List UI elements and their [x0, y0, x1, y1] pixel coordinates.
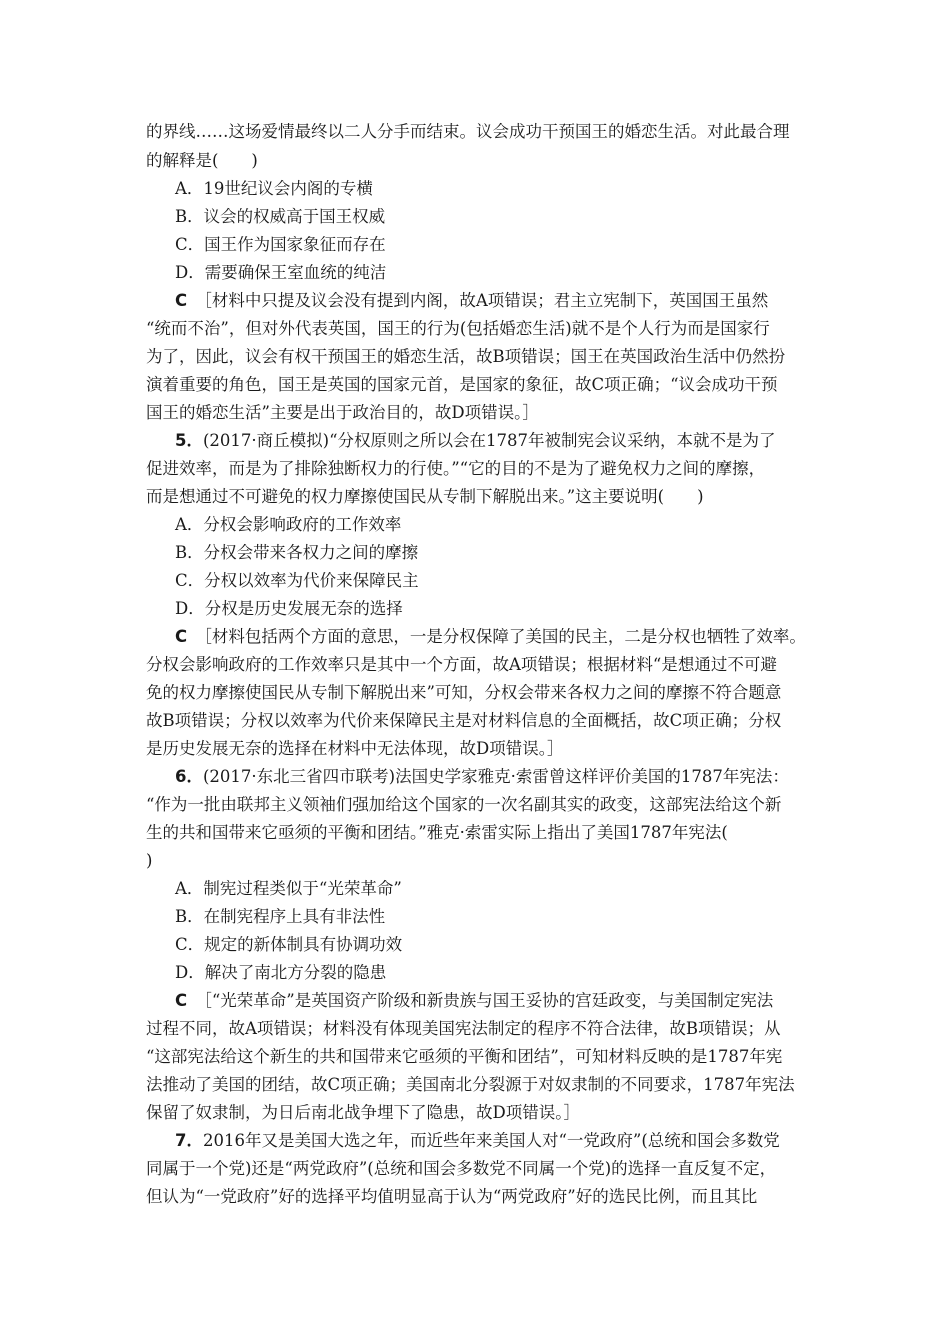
- q5-answer: C: [175, 627, 188, 646]
- q4-option-b: B．议会的权威高于国王权威: [175, 207, 386, 226]
- q5-option-d: D．分权是历史发展无奈的选择: [175, 599, 403, 618]
- q5-analysis-line: 分权会影响政府的工作效率只是其中一个方面，故A项错误；根据材料“是想通过不可避: [146, 655, 777, 674]
- q5-stem-line: 而是想通过不可避免的权力摩擦使国民从专制下解脱出来。”这主要说明( ): [146, 487, 704, 506]
- q6-analysis-text: ［“光荣革命”是英国资产阶级和新贵族与国王妥协的宫廷政变，与美国制定宪法: [195, 991, 774, 1010]
- q4-analysis-line: 国王的婚恋生活”主要是出于政治目的，故D项错误。］: [146, 403, 539, 422]
- q7-stem-line: 但认为“一党政府”好的选择平均值明显高于认为“两党政府”好的选民比例，而且其比: [146, 1187, 758, 1206]
- q6-option-a: A．制宪过程类似于“光荣革命”: [175, 879, 402, 898]
- q6-stem-text: (2017·东北三省四市联考)法国史学家雅克·索雷曾这样评价美国的1787年宪法：: [202, 767, 789, 786]
- q4-stem-line: 的解释是( ): [146, 151, 258, 170]
- q6-option-d: D．解决了南北方分裂的隐患: [175, 963, 387, 982]
- q6-number: 6．: [175, 767, 203, 786]
- q5-option-a: A．分权会影响政府的工作效率: [175, 515, 402, 534]
- q5-number: 5．: [175, 431, 203, 450]
- q4-option-c: C．国王作为国家象征而存在: [175, 235, 386, 254]
- q4-analysis-first: [175, 291, 768, 311]
- q4-answer: C: [175, 291, 188, 310]
- q5-stem-line: 促进效率，而是为了排除独断权力的行使。”“它的目的不是为了避免权力之间的摩擦，: [146, 459, 766, 478]
- q6-analysis-line: “这部宪法给这个新生的共和国带来它亟须的平衡和团结”，可知材料反映的是1787年宪: [146, 1047, 783, 1066]
- q6-analysis-line: 过程不同，故A项错误；材料没有体现美国宪法制定的程序不符合法律，故B项错误；从: [146, 1019, 781, 1038]
- q6-stem-line: “作为一批由联邦主义领袖们强加给这个国家的一次名副其实的政变，这部宪法给这个新: [146, 795, 782, 814]
- q4-analysis-line: “统而不治”，但对外代表英国，国王的行为(包括婚恋生活)就不是个人行为而是国家行: [146, 319, 770, 338]
- q4-stem-line: 的界线……这场爱情最终以二人分手而结束。议会成功干预国王的婚恋生活。对此最合理: [146, 122, 790, 141]
- q5-option-b: B．分权会带来各权力之间的摩擦: [175, 543, 419, 562]
- q4-analysis-text: ［材料中只提及议会没有提到内阁，故A项错误；君主立宪制下，英国国王虽然: [195, 291, 769, 310]
- q6-stem-first: [175, 767, 789, 787]
- q5-analysis-first: [175, 627, 806, 647]
- q6-analysis-first: [175, 991, 773, 1011]
- q7-number: 7．: [175, 1131, 203, 1150]
- q6-analysis-line: 保留了奴隶制，为日后南北战争埋下了隐患，故D项错误。］: [146, 1103, 580, 1122]
- q6-option-b: B．在制宪程序上具有非法性: [175, 907, 386, 926]
- q4-option-a: A．19世纪议会内阁的专横: [175, 179, 373, 198]
- q6-analysis-line: 法推动了美国的团结，故C项正确；美国南北分裂源于对奴隶制的不同要求，1787年宪法: [146, 1075, 795, 1094]
- q6-answer: C: [175, 991, 188, 1010]
- q6-stem-line: ): [146, 851, 153, 870]
- q7-stem-line: 同属于一个党)还是“两党政府”(总统和国会多数党不同属一个党)的选择一直反复不定，: [146, 1159, 777, 1178]
- q5-stem-text: (2017·商丘模拟)“分权原则之所以会在1787年被制宪会议采纳，本就不是为了: [202, 431, 776, 450]
- q6-stem-line: 生的共和国带来它亟须的平衡和团结。”雅克·索雷实际上指出了美国1787年宪法(: [146, 823, 728, 842]
- q5-analysis-line: 故B项错误；分权以效率为代价来保障民主是对材料信息的全面概括，故C项正确；分权: [146, 711, 782, 730]
- q5-analysis-line: 免的权力摩擦使国民从专制下解脱出来”可知，分权会带来各权力之间的摩擦不符合题意: [146, 683, 782, 702]
- q7-stem-first: [175, 1131, 780, 1151]
- q5-option-c: C．分权以效率为代价来保障民主: [175, 571, 419, 590]
- q5-analysis-line: 是历史发展无奈的选择在材料中无法体现，故D项错误。］: [146, 739, 564, 758]
- q6-option-c: C．规定的新体制具有协调功效: [175, 935, 403, 954]
- q7-stem-text: 2016年又是美国大选之年，而近些年来美国人对“一党政府”(总统和国会多数党: [202, 1131, 780, 1150]
- q4-analysis-line: 为了，因此，议会有权干预国王的婚恋生活，故B项错误；国王在英国政治生活中仍然扮: [146, 347, 786, 366]
- q5-stem-first: [175, 431, 776, 451]
- q4-analysis-line: 演着重要的角色，国王是英国的国家元首，是国家的象征，故C项正确；“议会成功干预: [146, 375, 778, 394]
- q5-analysis-text: ［材料包括两个方面的意思，一是分权保障了美国的民主，二是分权也牺牲了效率。: [195, 627, 806, 646]
- q4-option-d: D．需要确保王室血统的纯洁: [175, 263, 387, 282]
